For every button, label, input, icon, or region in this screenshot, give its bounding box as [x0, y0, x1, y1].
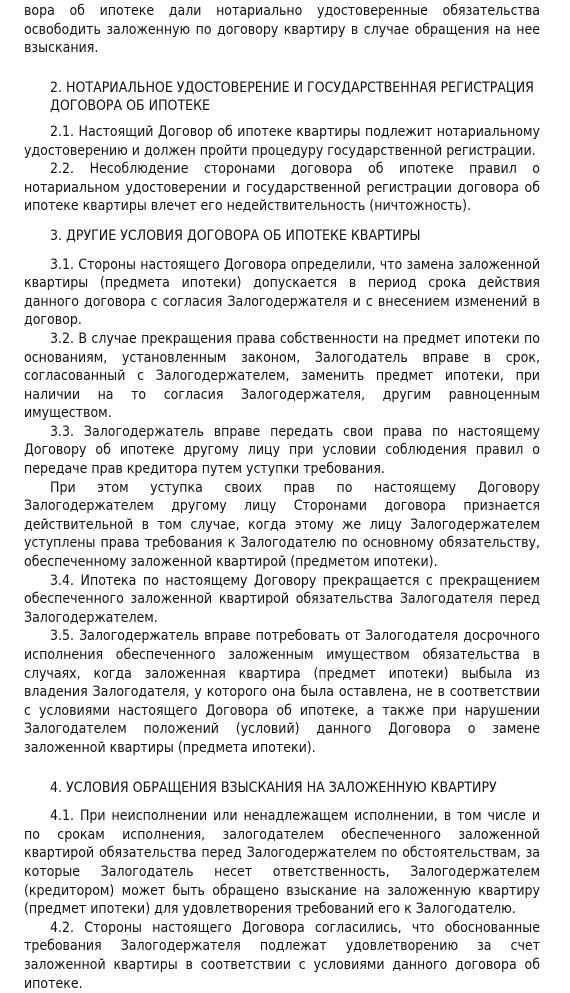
section-4-heading: 4. УСЛОВИЯ ОБРАЩЕНИЯ ВЗЫСКАНИЯ НА ЗАЛОЖЕННУЮ КВАРТИРУ — [50, 779, 497, 796]
paragraph-3-4: 3.4. Ипотека по настоящему Договору прекращается с прекращением обеспеченного заложенной квартирой обязательства Залогодателя перед Залогодержателем. — [24, 572, 540, 626]
paragraph-3-1: 3.1. Стороны настоящего Договора определили, что замена заложенной квартиры (предмета ипотеки) допускается в период срока действия данного договора с согласия Залогодержателя и с внесением изменений в договор. — [24, 256, 540, 329]
paragraph-2-2: 2.2. Несоблюдение сторонами договора об ипотеке правил о нотариальном удостоверении и государственной регистрации договора об ипотеке квартиры влечет его недействительность (ничтожность). — [24, 161, 540, 215]
paragraph-3-2: 3.2. В случае прекращения права собственности на предмет ипотеки по основаниям, установленным законом, Залогодатель вправе в срок, согласованный с Залогодержателем, заменить предмет ипотеки, при наличии на то согласия Залогодержателя, другим равноценным имуществом. — [24, 330, 540, 422]
paragraph-3-3: 3.3. Залогодержатель вправе передать свои права по настоящему Договору об ипотеке другому лицу при условии соблюдения правил о передаче прав кредитора путем уступки требования. — [24, 423, 540, 478]
paragraph-4-1: 4.1. При неисполнении или ненадлежащем исполнении, в том числе и по срокам исполнения, залогодателем обеспеченного заложенной квартирой обязательства перед Залогодержателем по обстоятельствам, за которые Залогодатель несет ответственность, Залогодержателем (кредитором) может быть обращено взыскание на заложенную квартиру (предмет ипотеки) для удовлетворения требований его к Залогодателю. — [24, 808, 540, 918]
paragraph-3-5: 3.5. Залогодержатель вправе потребовать от Залогодателя досрочного исполнения обеспеченного заложенным имуществом обязательства в случаях, когда заложенная квартира (предмет ипотеки) выбыла из владения Залогодателя, у которого она была оставлена, не в соответствии с условиями настоящего Договора об ипотеке, а также при нарушении Залогодателем положений (условий) данного Договора о замене заложенной квартиры (предмета ипотеки). — [24, 628, 540, 756]
paragraph-4-2: 4.2. Стороны настоящего Договора согласились, что обоснованные требования Залогодержателя подлежат удовлетворению за счет заложенной квартиры в соответствии с условиями данного договора об ипотеке. — [24, 919, 540, 992]
intro-paragraph: вора об ипотеке дали нотариально удостоверенные обязательства освободить заложенную по договору квартиру в случае обращения на нее взыскания. — [24, 3, 540, 57]
section-2-heading: 2. НОТАРИАЛЬНОЕ УДОСТОВЕРЕНИЕ И ГОСУДАРСТВЕННАЯ РЕГИСТРАЦИЯ ДОГОВОРА ОБ ИПОТЕКЕ — [50, 79, 534, 115]
section-3-heading: 3. ДРУГИЕ УСЛОВИЯ ДОГОВОРА ОБ ИПОТЕКЕ КВАРТИРЫ — [50, 227, 421, 244]
paragraph-2-1: 2.1. Настоящий Договор об ипотеке квартиры подлежит нотариальному удостоверению и должен пройти процедуру государственной регистрации. — [24, 123, 540, 159]
paragraph-3-3-continuation: При этом уступка своих прав по настоящему Договору Залогодержателем другому лицу Сторонами договора признается действительной в том случае, когда этому же лицу Залогодержателем уступлены права требования к Залогодателю по основному обязательству, обеспеченному заложенной квартирой (предметом ипотеки). — [24, 479, 540, 571]
